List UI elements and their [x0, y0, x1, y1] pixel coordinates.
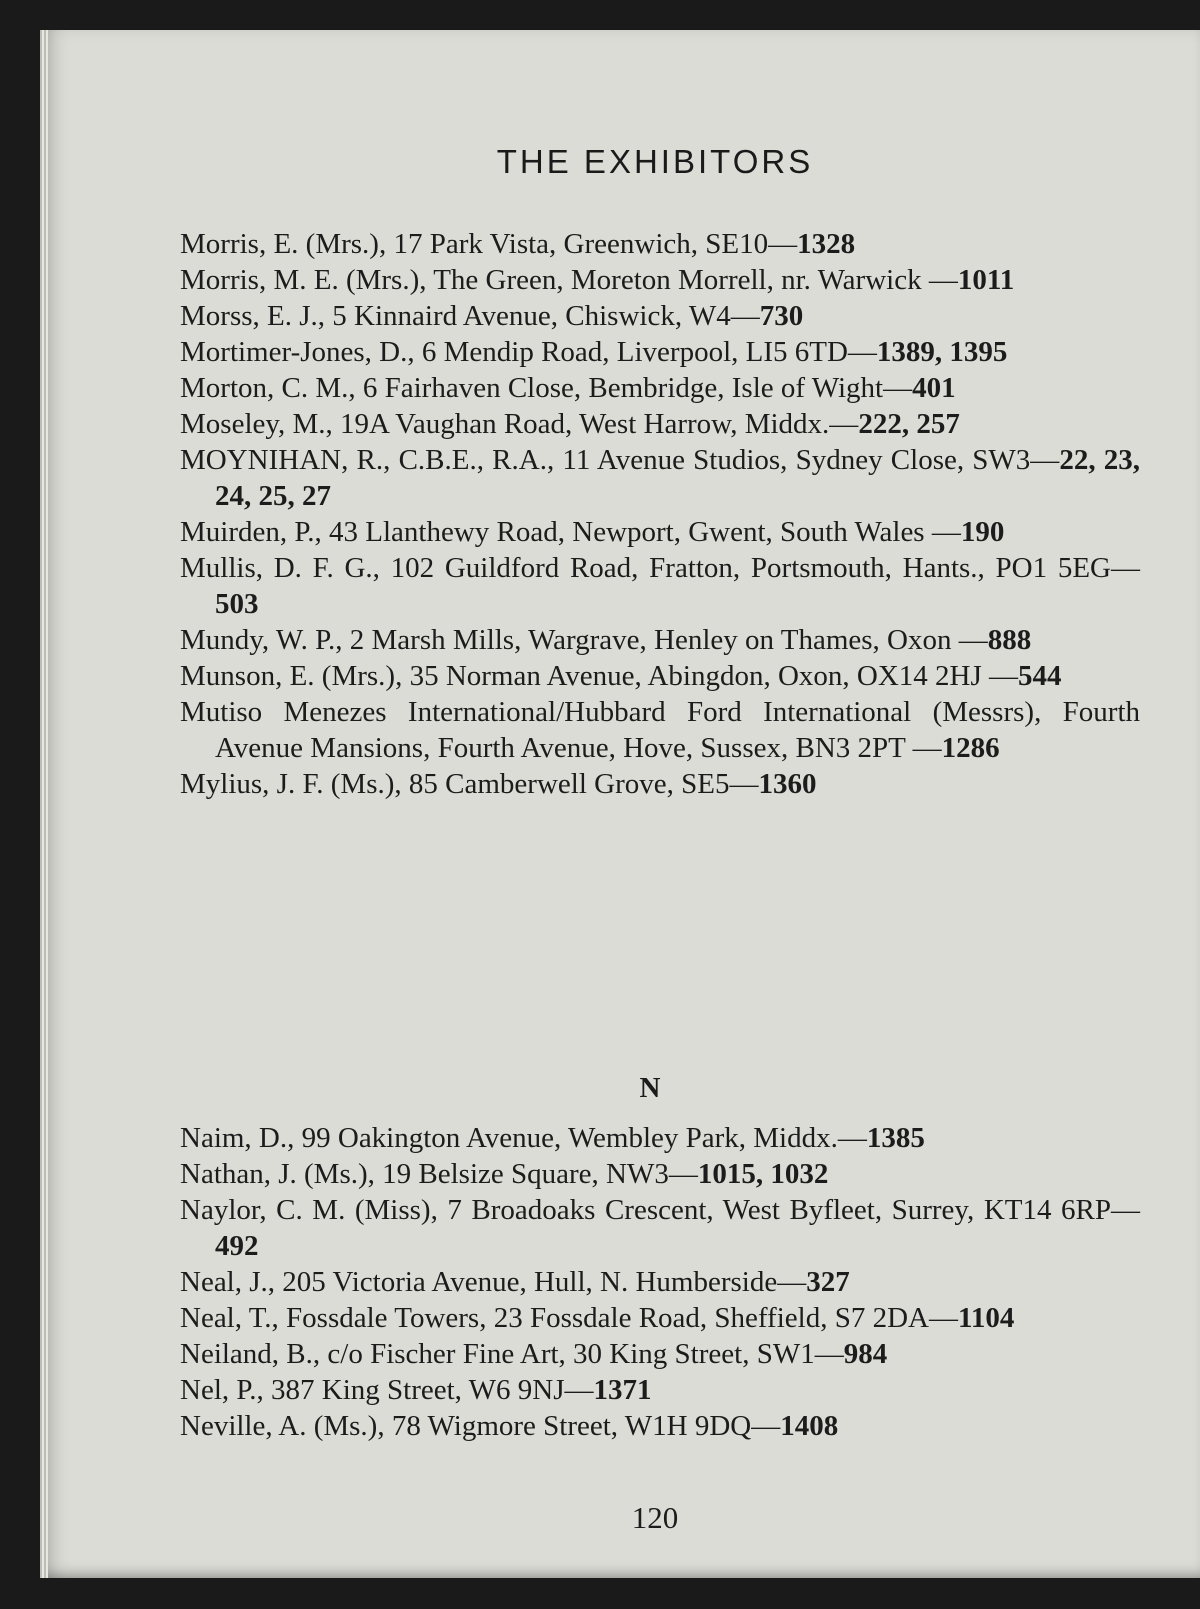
list-item: Neville, A. (Ms.), 78 Wigmore Street, W1H 9DQ—1408 [180, 1410, 839, 1442]
list-item: Muirden, P., 43 Llanthewy Road, Newport, Gwent, South Wales —190 [180, 516, 1005, 548]
list-item: Morss, E. J., 5 Kinnaird Avenue, Chiswick, W4—730 [180, 300, 804, 332]
list-item: Naim, D., 99 Oakington Avenue, Wembley Park, Middx.—1385 [180, 1122, 925, 1154]
list-item: Mylius, J. F. (Ms.), 85 Camberwell Grove, SE5—1360 [180, 768, 817, 800]
page-title: THE EXHIBITORS [496, 143, 814, 180]
page-number: 120 [631, 1500, 679, 1535]
entries-n [180, 1120, 1140, 1444]
page-edge [40, 30, 48, 1578]
list-item: Naylor, C. M. (Miss), 7 Broadoaks Crescent, West Byfleet, Surrey, KT14 6RP—492 [180, 1194, 1140, 1262]
list-item: Neal, J., 205 Victoria Avenue, Hull, N. Humberside—327 [180, 1266, 850, 1298]
section-heading: N [639, 1072, 661, 1104]
list-item: Neal, T., Fossdale Towers, 23 Fossdale Road, Sheffield, S7 2DA—1104 [180, 1302, 1015, 1334]
list-item: Mullis, D. F. G., 102 Guildford Road, Fratton, Portsmouth, Hants., PO1 5EG—503 [180, 552, 1140, 620]
list-item: Neiland, B., c/o Fischer Fine Art, 30 King Street, SW1—984 [180, 1338, 888, 1370]
list-item: Nel, P., 387 King Street, W6 9NJ—1371 [180, 1374, 652, 1406]
list-item: Moseley, M., 19A Vaughan Road, West Harrow, Middx.—222, 257 [180, 408, 960, 440]
list-item: Mutiso Menezes International/Hubbard Ford International (Messrs), Fourth Avenue Mansions, Fourth Avenue, Hove, Sussex, BN3 2PT —1286 [180, 696, 1140, 764]
list-item: MOYNIHAN, R., C.B.E., R.A., 11 Avenue Studios, Sydney Close, SW3—22, 23, 24, 25, 27 [180, 444, 1141, 512]
list-item: Morris, E. (Mrs.), 17 Park Vista, Greenwich, SE10—1328 [180, 228, 856, 260]
list-item: Mortimer-Jones, D., 6 Mendip Road, Liverpool, LI5 6TD—1389, 1395 [180, 336, 1008, 368]
list-item: Morton, C. M., 6 Fairhaven Close, Bembridge, Isle of Wight—401 [180, 372, 956, 404]
list-item: Nathan, J. (Ms.), 19 Belsize Square, NW3—1015, 1032 [180, 1158, 829, 1190]
entries-m [180, 226, 1140, 802]
list-item: Mundy, W. P., 2 Marsh Mills, Wargrave, Henley on Thames, Oxon —888 [180, 624, 1032, 656]
list-item: Munson, E. (Mrs.), 35 Norman Avenue, Abingdon, Oxon, OX14 2HJ —544 [180, 660, 1062, 692]
list-item: Morris, M. E. (Mrs.), The Green, Moreton Morrell, nr. Warwick —1011 [180, 264, 1015, 296]
